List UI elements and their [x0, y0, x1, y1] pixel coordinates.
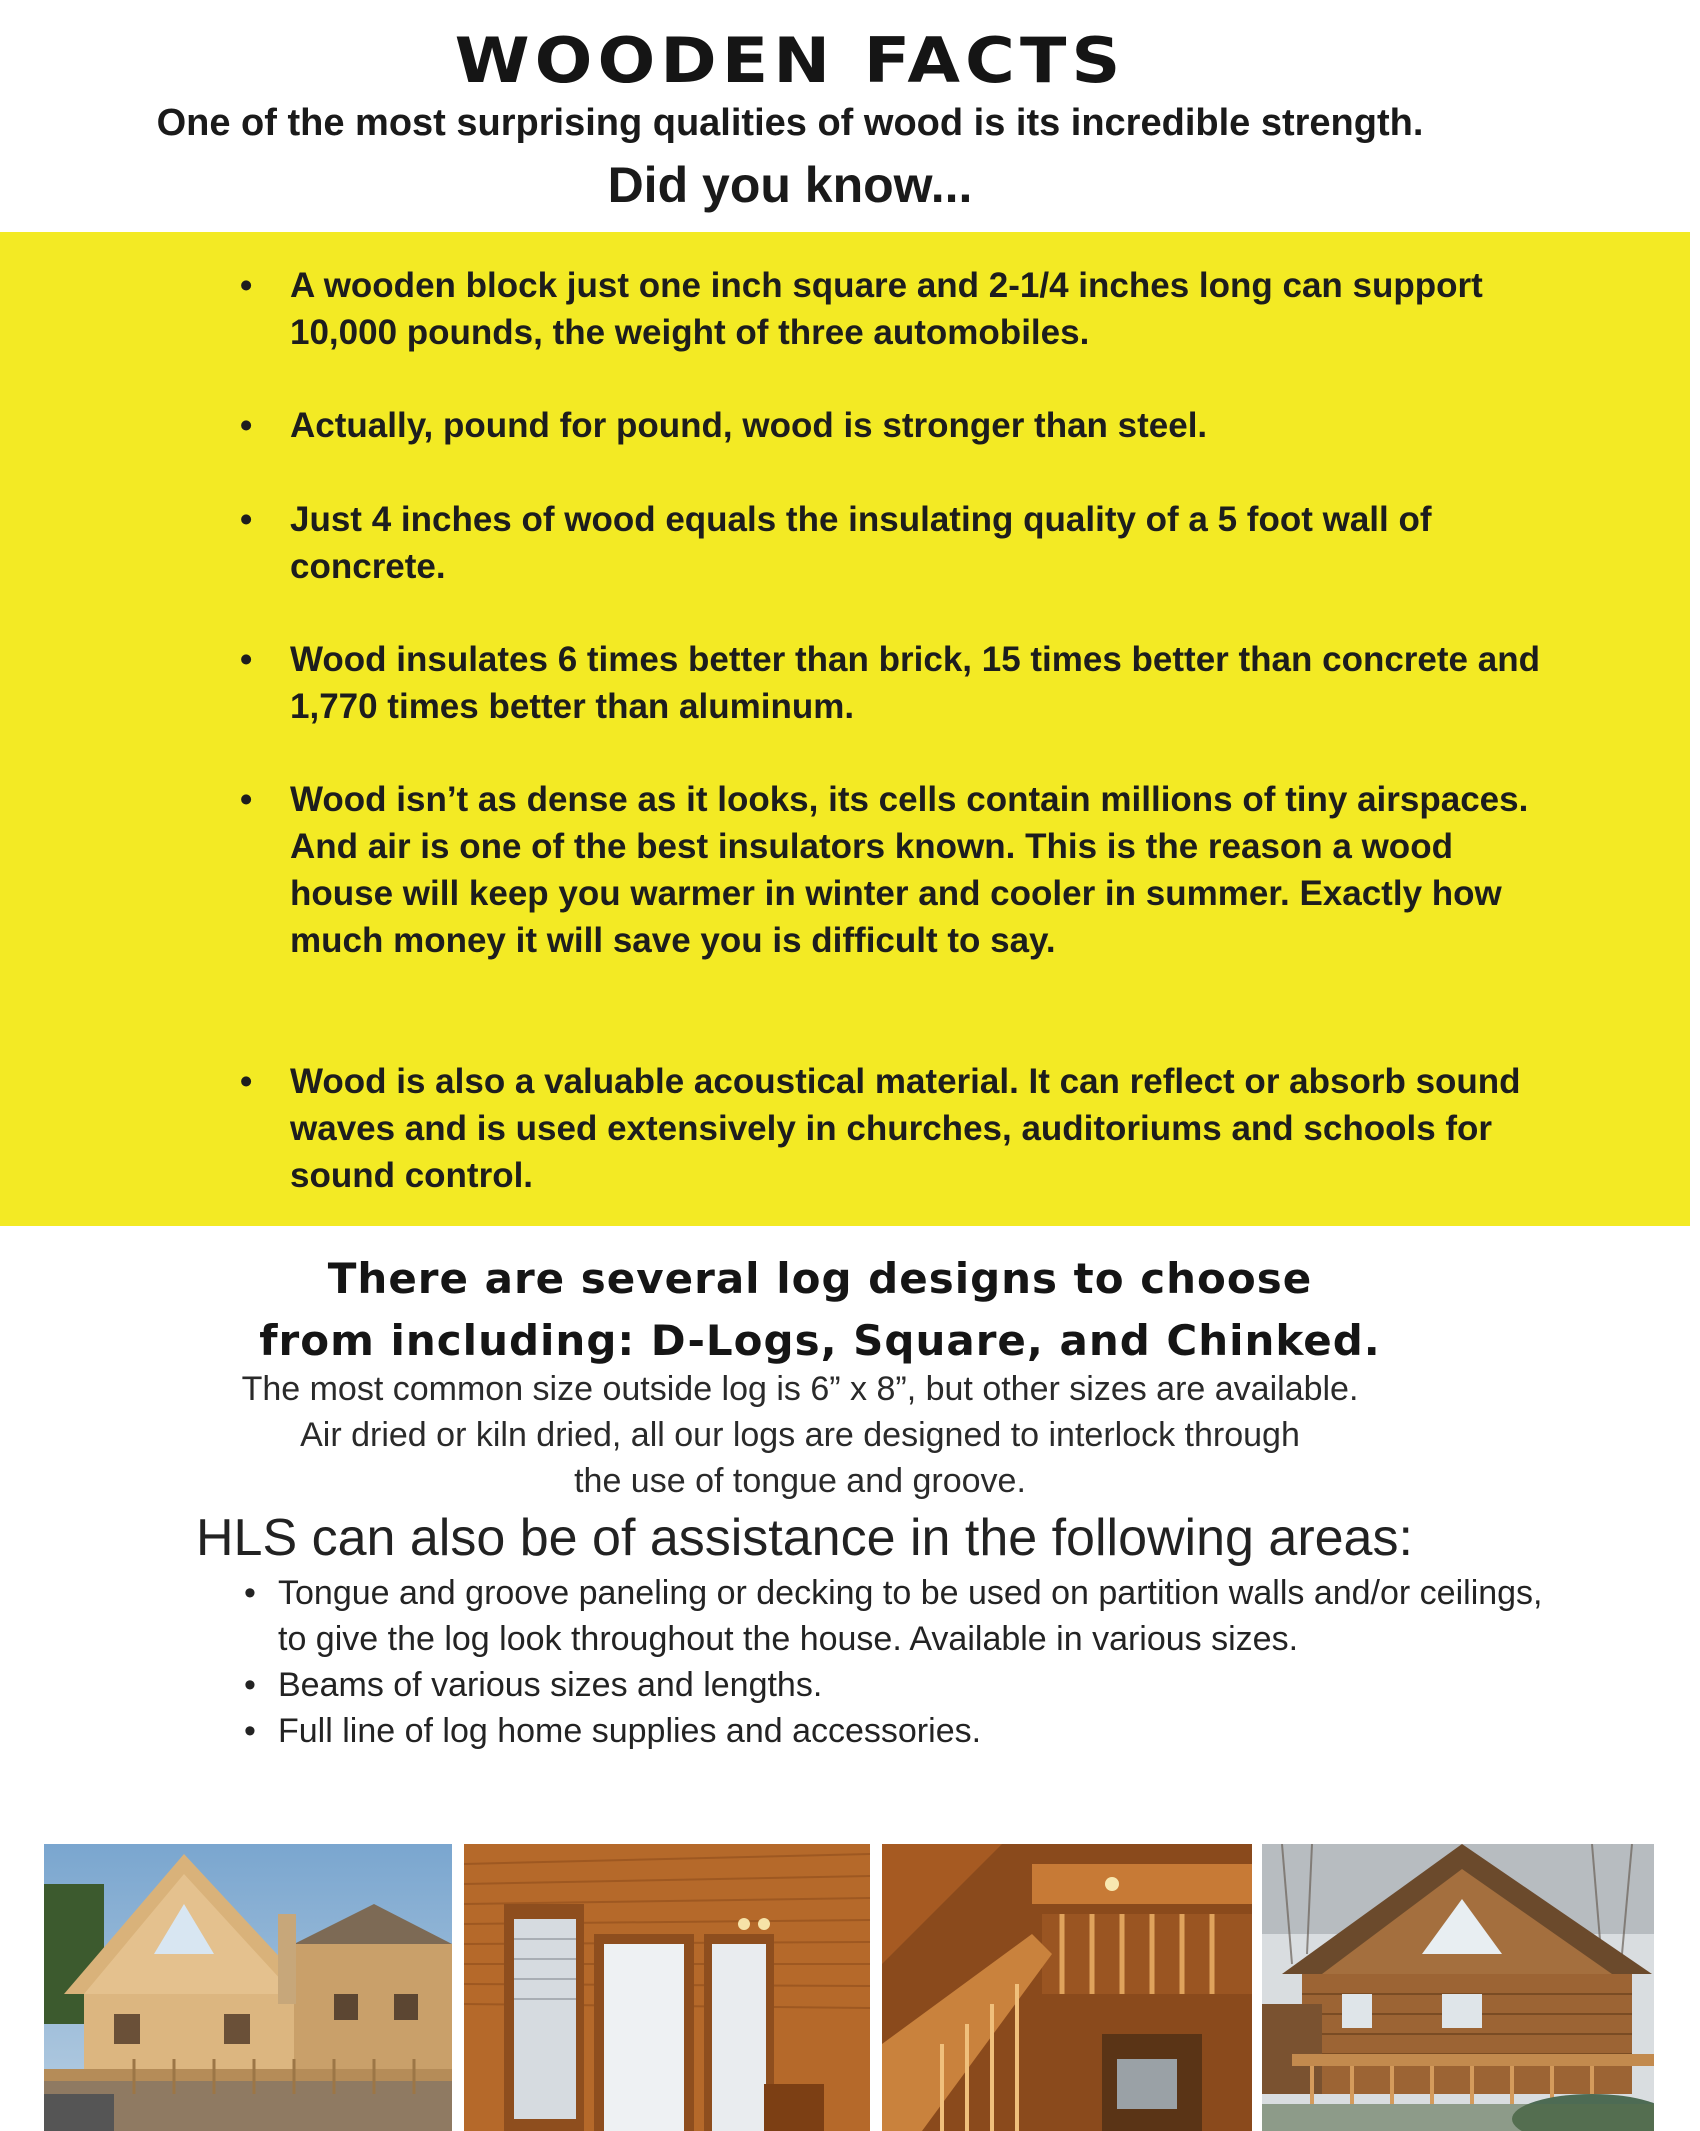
- hls-item: [244, 1662, 1544, 1708]
- log-house-exterior-photo: [44, 1844, 452, 2131]
- log-size-paragraph: [0, 1366, 1700, 1504]
- log-cabin-porch-image: [1262, 1844, 1654, 2131]
- fact-text: Just 4 inches of wood equals the insulating quality of a 5 foot wall of concrete.: [290, 500, 1432, 586]
- bullet-icon: •: [240, 1062, 253, 1101]
- did-you-know-heading: Did you know...: [607, 157, 973, 213]
- log-designs-heading: [0, 1248, 1700, 1372]
- bullet-icon: •: [240, 500, 253, 539]
- fact-text: Actually, pound for pound, wood is stronger than steel.: [290, 406, 1208, 445]
- bullet-icon: •: [240, 640, 253, 679]
- hls-item-text: Tongue and groove paneling or decking to be used on partition walls and/or ceilings, to give the log look throughout the house. Available in various sizes.: [278, 1574, 1543, 1658]
- bullet-icon: •: [244, 1574, 256, 1612]
- hls-item: [244, 1708, 1544, 1754]
- fact-item: [240, 1058, 1540, 1199]
- photo-strip: [44, 1840, 1684, 2131]
- bullet-icon: •: [240, 266, 253, 305]
- log-interior-stairs-image: [882, 1844, 1252, 2131]
- log-size-line: the use of tongue and groove.: [574, 1462, 1026, 1500]
- fact-item: [240, 776, 1540, 964]
- hls-list: [244, 1570, 1544, 1754]
- hls-item: [244, 1570, 1544, 1662]
- hls-heading: HLS can also be of assistance in the following areas:: [196, 1509, 1413, 1567]
- log-house-exterior-image: [44, 1844, 452, 2131]
- log-designs-line: from including: D-Logs, Square, and Chinked.: [259, 1316, 1381, 1365]
- hls-item-text: Full line of log home supplies and accessories.: [278, 1712, 982, 1750]
- log-interior-windows-image: [464, 1844, 870, 2131]
- fact-text: A wooden block just one inch square and 2-1/4 inches long can support 10,000 pounds, the weight of three automobiles.: [290, 266, 1483, 352]
- fact-item: [240, 402, 1540, 449]
- bullet-icon: •: [240, 780, 253, 819]
- log-interior-windows-photo: [464, 1844, 870, 2131]
- log-designs-line: There are several log designs to choose: [327, 1254, 1313, 1303]
- fact-text: Wood is also a valuable acoustical material. It can reflect or absorb sound waves and is used extensively in churches, auditoriums and schools for sound control.: [290, 1062, 1521, 1195]
- page-title: WOODEN FACTS: [454, 25, 1126, 98]
- bullet-icon: •: [240, 406, 253, 445]
- log-interior-stairs-photo: [882, 1844, 1252, 2131]
- fact-item: [240, 262, 1540, 356]
- fact-text: Wood insulates 6 times better than brick, 15 times better than concrete and 1,770 times better than aluminum.: [290, 640, 1540, 726]
- fact-item: [240, 636, 1540, 730]
- bullet-icon: •: [244, 1712, 256, 1750]
- fact-text: Wood isn’t as dense as it looks, its cells contain millions of tiny airspaces. And air is one of the best insulators known. This is the reason a wood house will keep you warmer in winter and cooler in summer. Exactly how much money it will save you is difficult to say.: [290, 780, 1529, 960]
- fact-item: [240, 496, 1540, 590]
- log-cabin-porch-photo: [1262, 1844, 1654, 2131]
- page-subtitle: One of the most surprising qualities of wood is its incredible strength.: [156, 102, 1424, 144]
- hls-item-text: Beams of various sizes and lengths.: [278, 1666, 823, 1704]
- log-size-line: The most common size outside log is 6” x 8”, but other sizes are available.: [241, 1370, 1359, 1408]
- log-size-line: Air dried or kiln dried, all our logs are designed to interlock through: [300, 1416, 1300, 1454]
- bullet-icon: •: [244, 1666, 256, 1704]
